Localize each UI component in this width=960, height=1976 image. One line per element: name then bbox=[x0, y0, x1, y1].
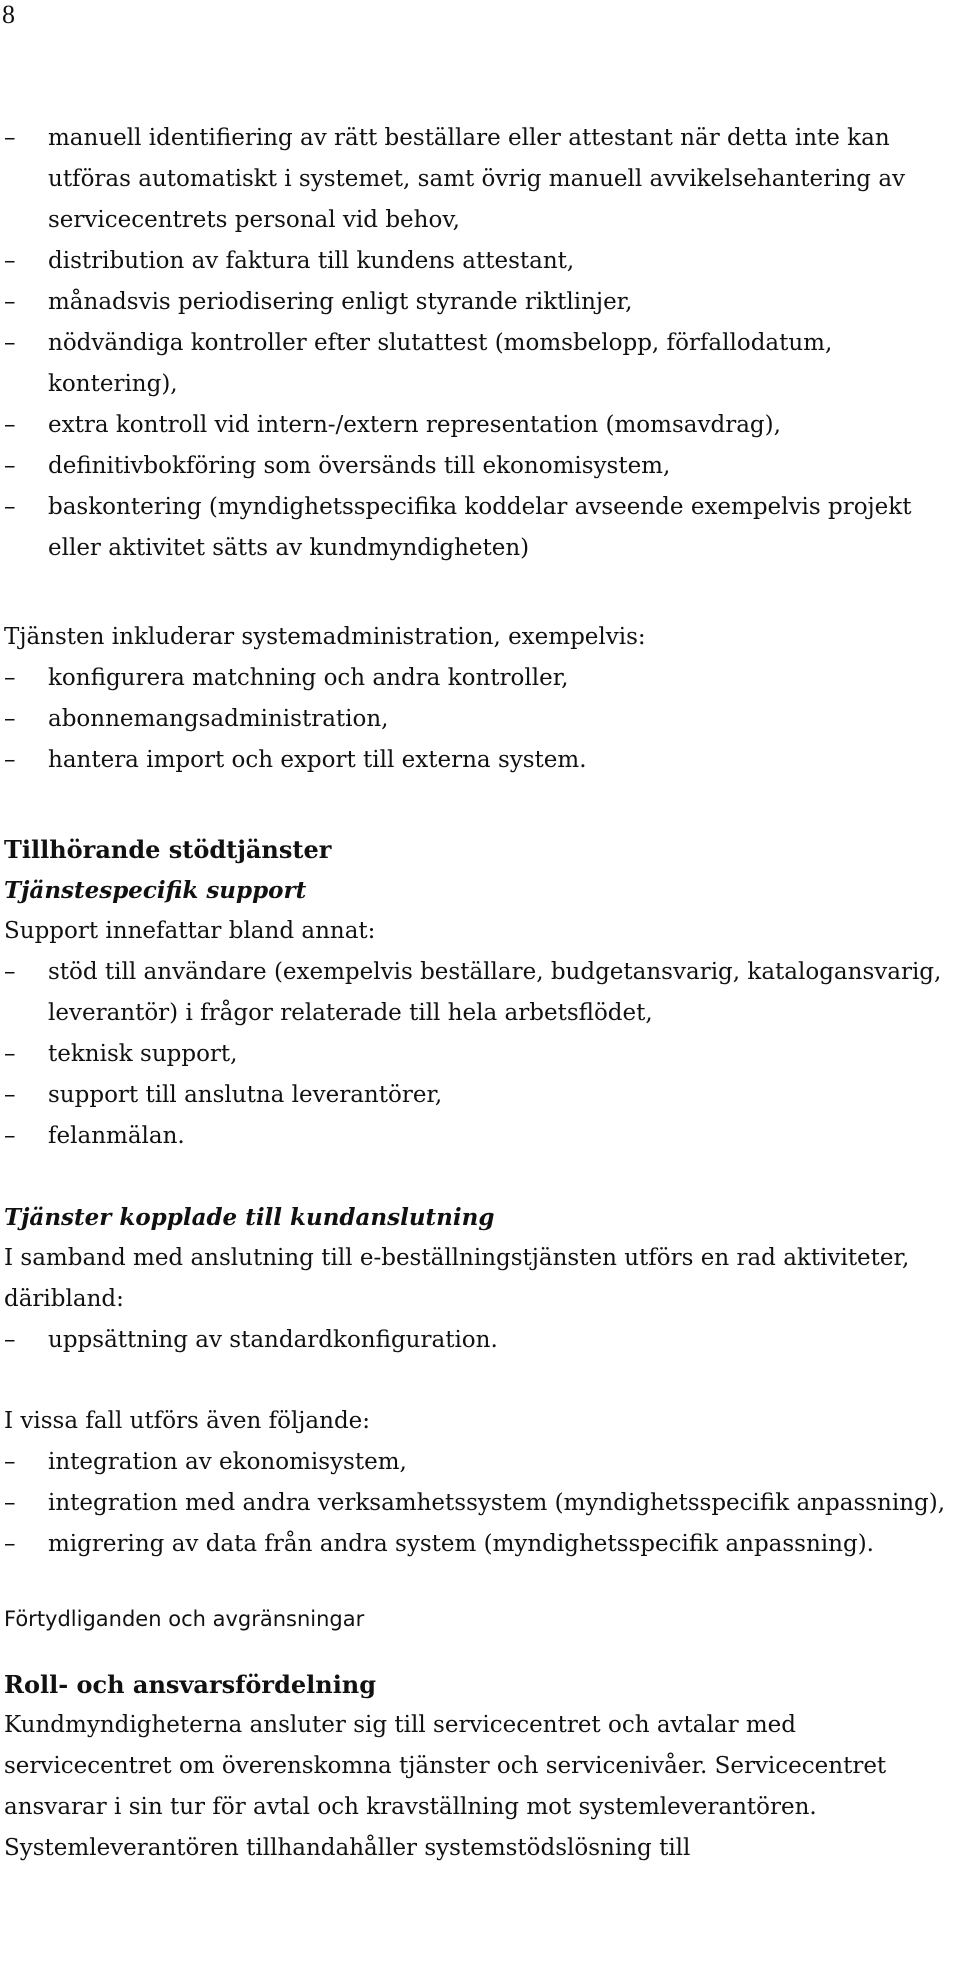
vissa-fall-paragraph: I vissa fall utförs även följande: bbox=[4, 1408, 371, 1434]
list-item: – integration med andra verksamhetssystem (myndighetsspecifik anpassning), bbox=[4, 1483, 954, 1524]
list-item: – migrering av data från andra system (myndighetsspecifik anpassning). bbox=[4, 1524, 954, 1565]
kundanslutning-list bbox=[4, 1320, 954, 1361]
list-dash: – bbox=[4, 1123, 16, 1149]
list-item: – abonnemangsadministration, bbox=[4, 699, 954, 740]
invoice-handling-list bbox=[4, 118, 954, 569]
section-heading-stodtjanster: Tillhörande stödtjänster bbox=[4, 835, 332, 864]
list-item: – extra kontroll vid intern-/extern representation (momsavdrag), bbox=[4, 405, 954, 446]
list-dash: – bbox=[4, 1327, 16, 1353]
list-dash: – bbox=[4, 1449, 16, 1475]
list-item: – support till anslutna leverantörer, bbox=[4, 1075, 954, 1116]
list-dash: – bbox=[4, 1041, 16, 1067]
list-dash: – bbox=[4, 248, 16, 274]
list-item: – manuell identifiering av rätt beställare eller attestant när detta inte kan utföras automatiskt i systemet, samt övrig manuell avvikelsehantering av servicecentrets personal vid behov, bbox=[4, 118, 954, 241]
integration-list bbox=[4, 1442, 954, 1565]
list-item: – uppsättning av standardkonfiguration. bbox=[4, 1320, 954, 1361]
systemadmin-paragraph: Tjänsten inkluderar systemadministration, exempelvis: bbox=[4, 624, 646, 650]
list-item: – konfigurera matchning och andra kontroller, bbox=[4, 658, 954, 699]
roll-paragraph: Kundmyndigheterna ansluter sig till servicecentret och avtalar med servicecentret om överenskomna tjänster och servicenivåer. Servicecentret ansvarar i sin tur för avtal och kravställning mot systemleverantören. Systemleverantören tillhandahåller systemstödslösning till bbox=[4, 1712, 887, 1861]
list-item: – integration av ekonomisystem, bbox=[4, 1442, 954, 1483]
subheading-roll: Roll- och ansvarsfördelning bbox=[4, 1670, 377, 1699]
list-item: – felanmälan. bbox=[4, 1116, 954, 1157]
systemadmin-list bbox=[4, 658, 954, 781]
list-dash: – bbox=[4, 289, 16, 315]
list-item: – baskontering (myndighetsspecifika koddelar avseende exempelvis projekt eller aktivitet sätts av kundmyndigheten) bbox=[4, 487, 954, 569]
section-heading-fortydliganden: Förtydliganden och avgränsningar bbox=[4, 1607, 365, 1631]
list-item: – månadsvis periodisering enligt styrande riktlinjer, bbox=[4, 282, 954, 323]
list-item: – stöd till användare (exempelvis beställare, budgetansvarig, katalogansvarig, leverantör) i frågor relaterade till hela arbetsflödet, bbox=[4, 952, 954, 1034]
list-item: – distribution av faktura till kundens attestant, bbox=[4, 241, 954, 282]
page-content bbox=[4, 118, 954, 1869]
list-item: – nödvändiga kontroller efter slutattest (momsbelopp, förfallodatum, kontering), bbox=[4, 323, 954, 405]
kundanslutning-paragraph: I samband med anslutning till e-beställningstjänsten utförs en rad aktiviteter, däribland: bbox=[4, 1245, 910, 1312]
list-item: – hantera import och export till externa system. bbox=[4, 740, 954, 781]
list-item: – definitivbokföring som översänds till ekonomisystem, bbox=[4, 446, 954, 487]
list-dash: – bbox=[4, 747, 16, 773]
list-dash: – bbox=[4, 412, 16, 438]
list-dash: – bbox=[4, 959, 16, 985]
list-dash: – bbox=[4, 1490, 16, 1516]
page-number: 8 bbox=[2, 0, 15, 29]
support-list bbox=[4, 952, 954, 1157]
subheading-kundanslutning: Tjänster kopplade till kundanslutning bbox=[4, 1204, 495, 1231]
list-dash: – bbox=[4, 453, 16, 479]
list-dash: – bbox=[4, 330, 16, 356]
list-dash: – bbox=[4, 494, 16, 520]
list-dash: – bbox=[4, 665, 16, 691]
subheading-support: Tjänstespecifik support bbox=[4, 877, 307, 904]
support-paragraph: Support innefattar bland annat: bbox=[4, 918, 376, 944]
list-dash: – bbox=[4, 706, 16, 732]
list-dash: – bbox=[4, 125, 16, 151]
list-item: – teknisk support, bbox=[4, 1034, 954, 1075]
list-dash: – bbox=[4, 1531, 16, 1557]
list-dash: – bbox=[4, 1082, 16, 1108]
